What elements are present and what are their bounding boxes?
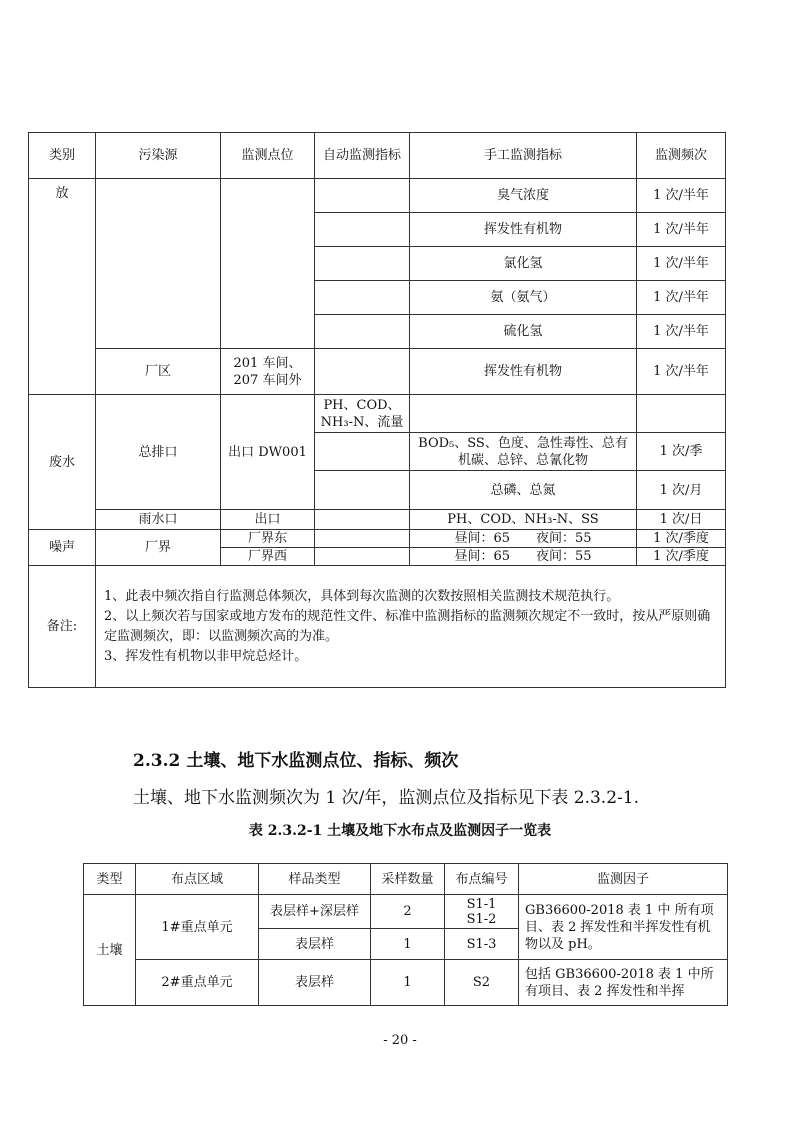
header-cell: 布点编号 bbox=[445, 864, 519, 895]
header-cell: 采样数量 bbox=[371, 864, 445, 895]
freq-cell: 1 次/半年 bbox=[637, 315, 726, 349]
table-header-row bbox=[84, 864, 728, 895]
auto-cell bbox=[315, 471, 410, 510]
freq-cell: 1 次/半年 bbox=[637, 247, 726, 281]
sample-cell: 表层样 bbox=[259, 929, 371, 960]
header-cell: 类型 bbox=[84, 864, 136, 895]
code-cell: S2 bbox=[445, 960, 519, 1006]
table-row bbox=[84, 895, 728, 929]
header-cell: 类别 bbox=[29, 133, 96, 179]
freq-cell bbox=[637, 395, 726, 433]
table-row bbox=[29, 530, 726, 548]
manual-cell: 挥发性有机物 bbox=[410, 213, 637, 247]
manual-cell: PH、COD、NH₃-N、SS bbox=[410, 510, 637, 530]
auto-cell bbox=[315, 315, 410, 349]
table-row bbox=[29, 395, 726, 433]
point-cell: 出口 bbox=[221, 510, 315, 530]
auto-cell bbox=[315, 281, 410, 315]
count-cell: 2 bbox=[371, 895, 445, 929]
table-caption: 表 2.3.2-1 土壤及地下水布点及监测因子一览表 bbox=[248, 823, 552, 839]
page-number: - 20 - bbox=[383, 1033, 417, 1048]
count-cell: 1 bbox=[371, 929, 445, 960]
manual-cell: 挥发性有机物 bbox=[410, 349, 637, 395]
auto-cell bbox=[315, 213, 410, 247]
manual-cell bbox=[410, 395, 637, 433]
header-cell: 自动监测指标 bbox=[315, 133, 410, 179]
source-cell: 雨水口 bbox=[96, 510, 221, 530]
category-cell: 废水 bbox=[29, 395, 96, 530]
category-cell: 放 bbox=[29, 179, 96, 395]
section-title: 土壤、地下水监测点位、指标、频次 bbox=[186, 751, 459, 771]
section-number: 2.3.2 bbox=[133, 751, 181, 771]
freq-cell: 1 次/半年 bbox=[637, 179, 726, 213]
header-cell: 布点区域 bbox=[136, 864, 259, 895]
notes-label: 备注: bbox=[29, 566, 96, 688]
header-cell: 监测因子 bbox=[519, 864, 728, 895]
notes-row bbox=[29, 566, 726, 688]
count-cell: 1 bbox=[371, 960, 445, 1006]
code-line: S1-1 bbox=[466, 896, 497, 912]
header-cell: 监测点位 bbox=[221, 133, 315, 179]
auto-cell bbox=[315, 433, 410, 471]
source-cell: 厂界 bbox=[96, 530, 221, 566]
freq-cell: 1 次/半年 bbox=[637, 281, 726, 315]
code-line: S1-2 bbox=[466, 911, 497, 927]
freq-cell: 1 次/季 bbox=[637, 433, 726, 471]
header-cell: 污染源 bbox=[96, 133, 221, 179]
point-cell bbox=[221, 179, 315, 349]
source-cell: 总排口 bbox=[96, 395, 221, 510]
source-cell bbox=[96, 179, 221, 349]
header-cell: 样品类型 bbox=[259, 864, 371, 895]
manual-cell: 总磷、总氮 bbox=[410, 471, 637, 510]
note-line: 3、挥发性有机物以非甲烷总烃计。 bbox=[104, 648, 308, 664]
manual-cell: 昼间：65 夜间：55 bbox=[410, 530, 637, 548]
auto-cell bbox=[315, 179, 410, 213]
auto-cell bbox=[315, 349, 410, 395]
auto-cell: PH、COD、NH₃-N、流量 bbox=[315, 395, 410, 433]
header-cell: 手工监测指标 bbox=[410, 133, 637, 179]
table-row bbox=[29, 179, 726, 213]
notes-text bbox=[96, 566, 726, 688]
point-cell: 出口 DW001 bbox=[221, 395, 315, 510]
sample-cell: 表层样 bbox=[259, 960, 371, 1006]
freq-cell: 1 次/半年 bbox=[637, 349, 726, 395]
manual-cell: 臭气浓度 bbox=[410, 179, 637, 213]
point-cell: 201 车间、207 车间外 bbox=[221, 349, 315, 395]
note-line: 2、以上频次若与国家或地方发布的规范性文件、标准中监测指标的监测频次规定不一致时，按从严原则确定监测频次，即：以监测频次高的为准。 bbox=[104, 608, 711, 644]
freq-cell: 1 次/月 bbox=[637, 471, 726, 510]
area-cell: 1#重点单元 bbox=[136, 895, 259, 960]
table-header-row bbox=[29, 133, 726, 179]
point-cell: 厂界东 bbox=[221, 530, 315, 548]
area-cell: 2#重点单元 bbox=[136, 960, 259, 1006]
code-cell bbox=[445, 895, 519, 929]
factor-cell: GB36600-2018 表 1 中 所有项目、表 2 挥发性和半挥发性有机物以及 pH。 bbox=[519, 895, 728, 960]
point-cell: 厂界西 bbox=[221, 548, 315, 566]
type-cell: 土壤 bbox=[84, 895, 136, 1006]
freq-cell: 1 次/季度 bbox=[637, 530, 726, 548]
freq-cell: 1 次/季度 bbox=[637, 548, 726, 566]
code-cell: S1-3 bbox=[445, 929, 519, 960]
manual-cell: 氨（氨气） bbox=[410, 281, 637, 315]
manual-cell: BOD₅、SS、色度、急性毒性、总有机碳、总锌、总氰化物 bbox=[410, 433, 637, 471]
manual-cell: 硫化氢 bbox=[410, 315, 637, 349]
freq-cell: 1 次/半年 bbox=[637, 213, 726, 247]
sample-cell: 表层样+深层样 bbox=[259, 895, 371, 929]
note-line: 1、此表中频次指自行监测总体频次，具体到每次监测的次数按照相关监测技术规范执行。 bbox=[104, 588, 620, 604]
header-cell: 监测频次 bbox=[637, 133, 726, 179]
section-heading bbox=[133, 746, 458, 771]
section-body: 土壤、地下水监测频次为 1 次/年，监测点位及指标见下表 2.3.2-1. bbox=[133, 788, 639, 808]
source-cell: 厂区 bbox=[96, 349, 221, 395]
soil-table bbox=[83, 863, 728, 1006]
table-row bbox=[84, 960, 728, 1006]
auto-cell bbox=[315, 548, 410, 566]
manual-cell: 氯化氢 bbox=[410, 247, 637, 281]
freq-cell: 1 次/日 bbox=[637, 510, 726, 530]
monitoring-table bbox=[28, 132, 726, 688]
auto-cell bbox=[315, 510, 410, 530]
factor-cell: 包括 GB36600-2018 表 1 中所有项目、表 2 挥发性和半挥 bbox=[519, 960, 728, 1006]
auto-cell bbox=[315, 530, 410, 548]
manual-cell: 昼间：65 夜间：55 bbox=[410, 548, 637, 566]
category-cell: 噪声 bbox=[29, 530, 96, 566]
table-row bbox=[29, 349, 726, 395]
table-row bbox=[29, 510, 726, 530]
auto-cell bbox=[315, 247, 410, 281]
